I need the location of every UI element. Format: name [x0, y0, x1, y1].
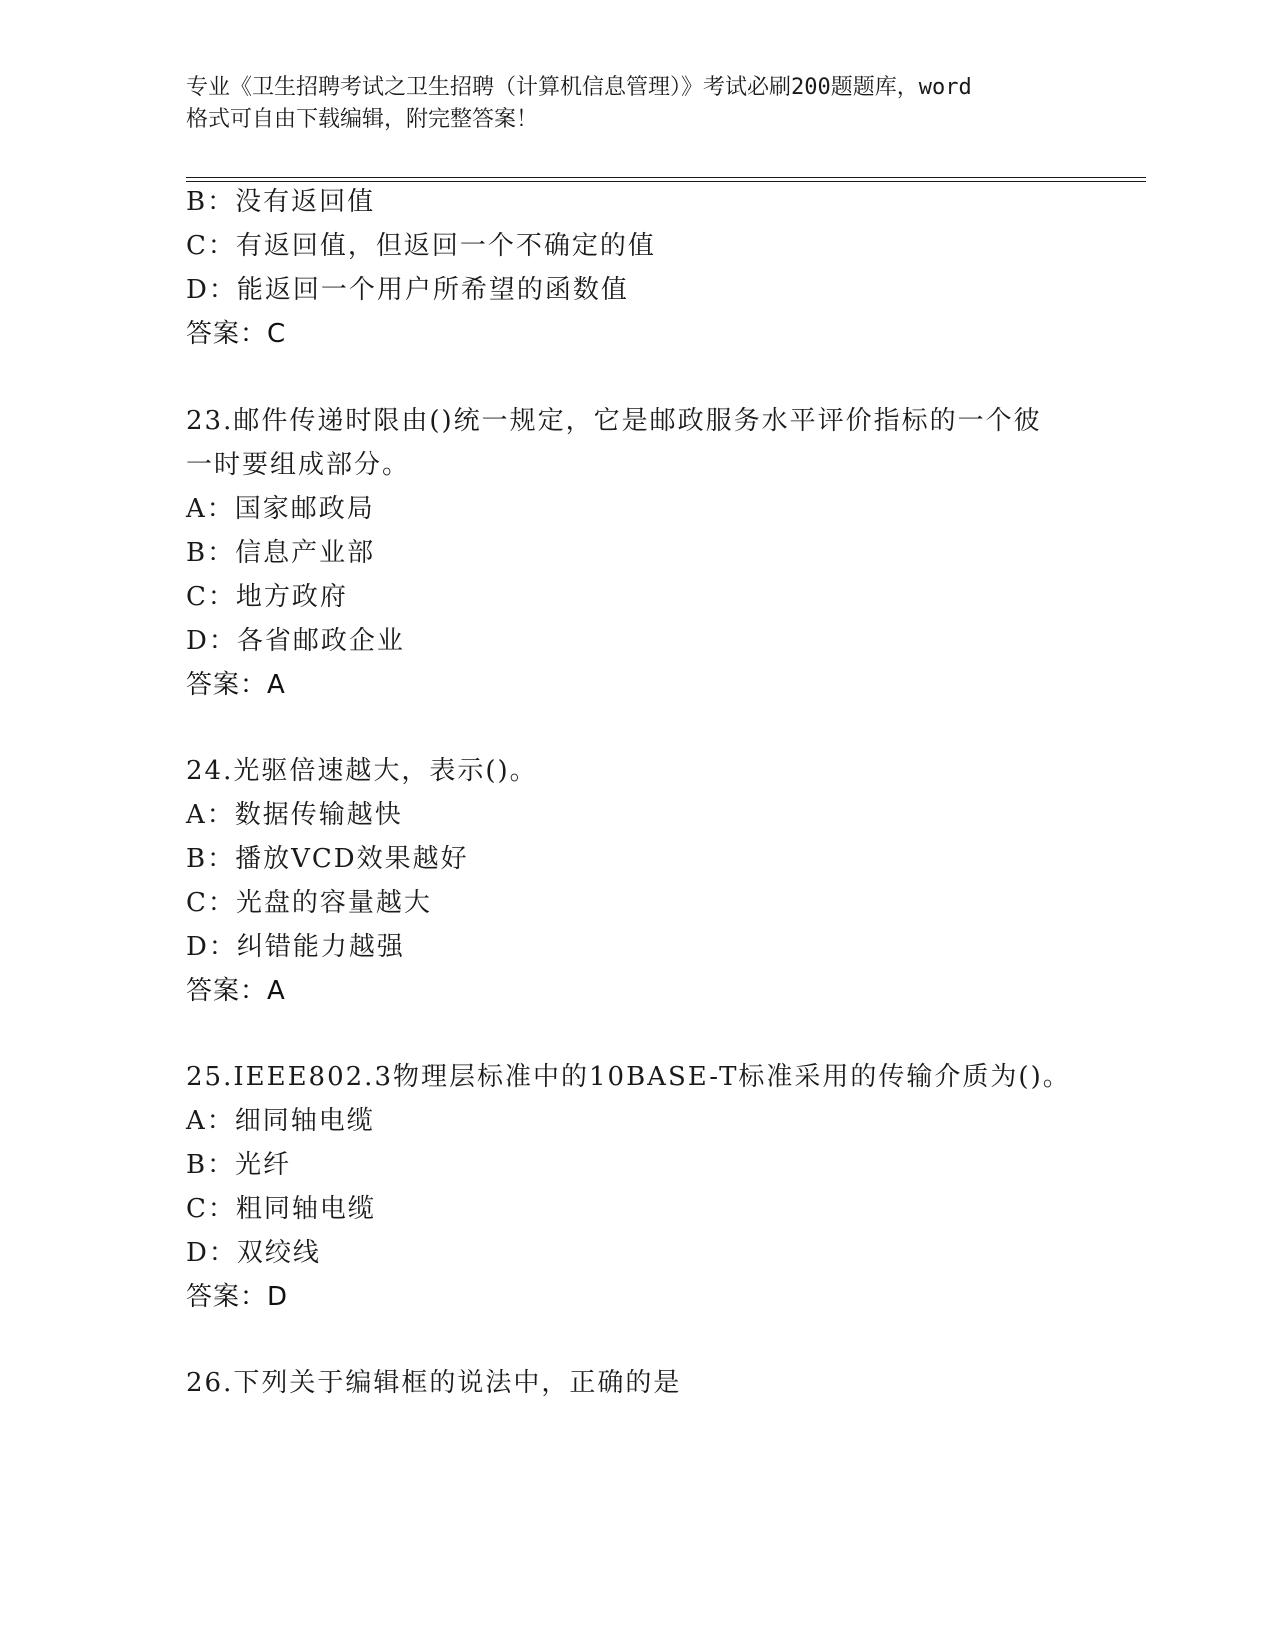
q23-option-a: A：国家邮政局 — [186, 494, 375, 524]
header-line-1: 专业《卫生招聘考试之卫生招聘（计算机信息管理）》考试必刷200题题库，word — [186, 75, 972, 100]
q25-stem: 25.IEEE802.3物理层标准中的10BASE-T标准采用的传输介质为()。 — [186, 1062, 1071, 1092]
q23-answer: 答案：A — [186, 670, 286, 700]
q25-option-b: B：光纤 — [186, 1150, 292, 1180]
q23-stem-line-1: 23.邮件传递时限由()统一规定，它是邮政服务水平评价指标的一个彼 — [186, 406, 1042, 436]
q24-option-d: D：纠错能力越强 — [186, 932, 405, 962]
q23-stem-line-2: 一时要组成部分。 — [186, 450, 411, 480]
q25-option-a: A：细同轴电缆 — [186, 1106, 375, 1136]
q22-option-c: C：有返回值，但返回一个不确定的值 — [186, 231, 656, 261]
header-divider-top — [186, 177, 1146, 178]
q25-option-d: D：双绞线 — [186, 1238, 321, 1268]
q23-option-d: D：各省邮政企业 — [186, 626, 405, 656]
header-line-2: 格式可自由下载编辑，附完整答案！ — [186, 107, 539, 132]
q23-option-c: C：地方政府 — [186, 582, 348, 612]
q24-answer: 答案：A — [186, 976, 286, 1006]
header-divider-bottom — [186, 181, 1146, 182]
document-header — [186, 72, 1086, 136]
q22-answer: 答案：C — [186, 319, 287, 349]
q22-option-d: D：能返回一个用户所希望的函数值 — [186, 275, 629, 305]
q26-stem: 26.下列关于编辑框的说法中，正确的是 — [186, 1368, 682, 1398]
q23-option-b: B：信息产业部 — [186, 538, 376, 568]
q25-option-c: C：粗同轴电缆 — [186, 1194, 376, 1224]
q24-option-a: A：数据传输越快 — [186, 800, 403, 830]
q24-option-b: B：播放VCD效果越好 — [186, 844, 469, 874]
q24-option-c: C：光盘的容量越大 — [186, 888, 432, 918]
q25-answer: 答案：D — [186, 1282, 289, 1312]
q24-stem: 24.光驱倍速越大，表示()。 — [186, 756, 538, 786]
q22-option-b: B：没有返回值 — [186, 187, 376, 217]
